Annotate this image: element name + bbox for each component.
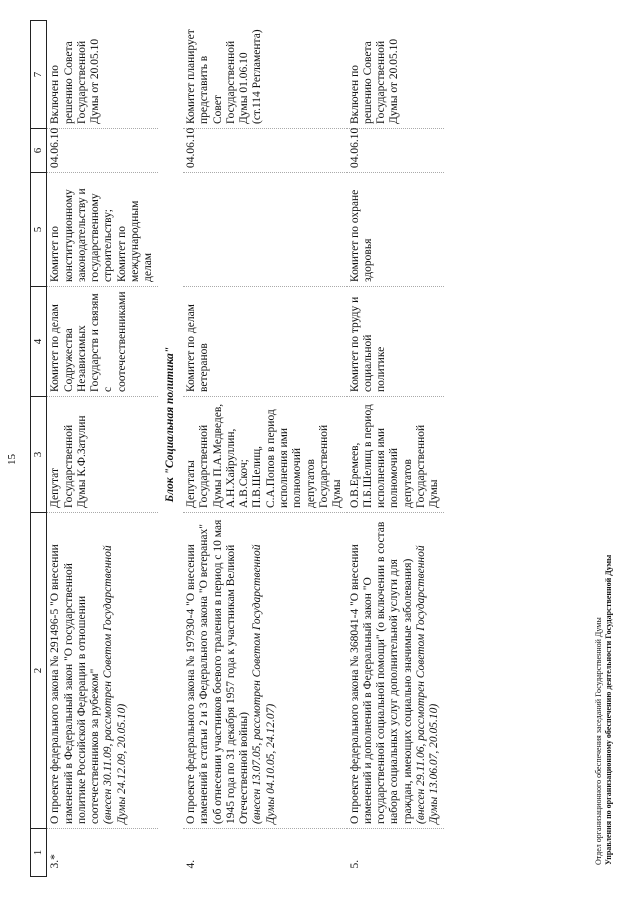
bill-title: О проекте федерального закона № 197930-4 "О внесении изменений в статьи 2 и 3 Федерального закона "О ветеранах" (об отнесении участников боевого траления в период с 10 мая 1945 года по 31 декабря 1957 года к участникам Великой Отечественной войны) <box>184 519 251 824</box>
bill-cell <box>347 513 444 829</box>
header-row <box>31 21 47 877</box>
committee-cell: Комитет по труду и социальной политике <box>347 287 444 397</box>
col-header-1: 1 <box>31 829 47 877</box>
date-cell: 04.06.10 <box>47 129 158 173</box>
bill-note: (внесен 13.07.05, рассмотрен Советом Государственной Думы 04.10.05, 24.12.07) <box>251 544 277 824</box>
author-cell: О.В.Еремеев, П.Б.Шелищ в период исполнения ими полномочий депутатов Государственной Думы <box>347 397 444 513</box>
status-cell: Включен по решению Совета Государственной Думы от 20.05.10 <box>47 21 158 129</box>
committee-cell: Комитет по делам ветеранов <box>183 287 347 397</box>
table-row <box>47 21 158 877</box>
date-cell: 04.06.10 <box>347 129 444 173</box>
col-header-4: 4 <box>31 287 47 397</box>
footer-line-1: Отдел организационного обеспечения заседаний Государственной Думы <box>594 617 603 865</box>
bill-note: (внесен 29.11.06, рассмотрен Советом Государственной Думы 13.06.07, 20.05.10) <box>415 545 441 824</box>
bill-title: О проекте федерального закона № 368041-4 "О внесении изменений и дополнений в Федеральный закон "О государственной социальной помощи" (о включении в состав набора социальных услуг дополнительной услуги для граждан, имеющих социально значимые заболевания) <box>348 521 414 824</box>
author-cell: Депутат Государственной Думы К.Ф.Затулин <box>47 397 158 513</box>
bill-cell <box>47 513 158 829</box>
block-title: Блок "Социальная политика" <box>163 346 176 503</box>
status-cell: Включен по решению Совета Государственной Думы от 20.05.10 <box>347 21 444 129</box>
footer-line-2: Управления по организационному обеспечению деятельности Государственной Думы <box>604 554 613 865</box>
co-committee-cell: Комитет по охране здоровья <box>347 173 444 287</box>
row-number: 5. <box>348 859 361 869</box>
row-number: 3.* <box>49 854 62 869</box>
co-committee-cell <box>183 173 347 287</box>
date-cell: 04.06.10 <box>183 129 347 173</box>
bill-cell <box>183 513 347 829</box>
status-cell: Комитет планирует представить в Совет Государственной Думы 01.06.10 (ст.114 Регламента) <box>183 21 347 129</box>
author-cell: Депутаты Государственной Думы П.А.Медведев, А.Н.Хайруллин, А.В.Скоч; П.В.Шелищ, С.А.Попов в период исполнения ими полномочий депутатов Государственной Думы <box>183 397 347 513</box>
co-committee-cell: Комитет по конституционному законодательству и государственному строительству; Комитет по международным делам <box>47 173 158 287</box>
bills-table <box>30 20 444 877</box>
footer <box>594 555 614 865</box>
committee-cell: Комитет по делам Содружества Независимых Государств и связям с соотечественниками <box>47 287 158 397</box>
col-header-3: 3 <box>31 397 47 513</box>
page-number: 15 <box>6 454 18 465</box>
col-header-5: 5 <box>31 173 47 287</box>
row-number: 4. <box>184 859 197 869</box>
bill-title: О проекте федерального закона № 291496-5 "О внесении изменений в Федеральный закон "О государственной политике Российской Федерации в отношении соотечественников за рубежом" <box>49 544 102 824</box>
block-row <box>158 21 183 877</box>
col-header-7: 7 <box>31 21 47 129</box>
col-header-6: 6 <box>31 129 47 173</box>
table-row <box>183 21 347 877</box>
bill-note: (внесен 30.11.09, рассмотрен Советом Государственной Думы 24.12.09, 20.05.10) <box>102 545 128 824</box>
table-row <box>347 21 444 877</box>
col-header-2: 2 <box>31 513 47 829</box>
